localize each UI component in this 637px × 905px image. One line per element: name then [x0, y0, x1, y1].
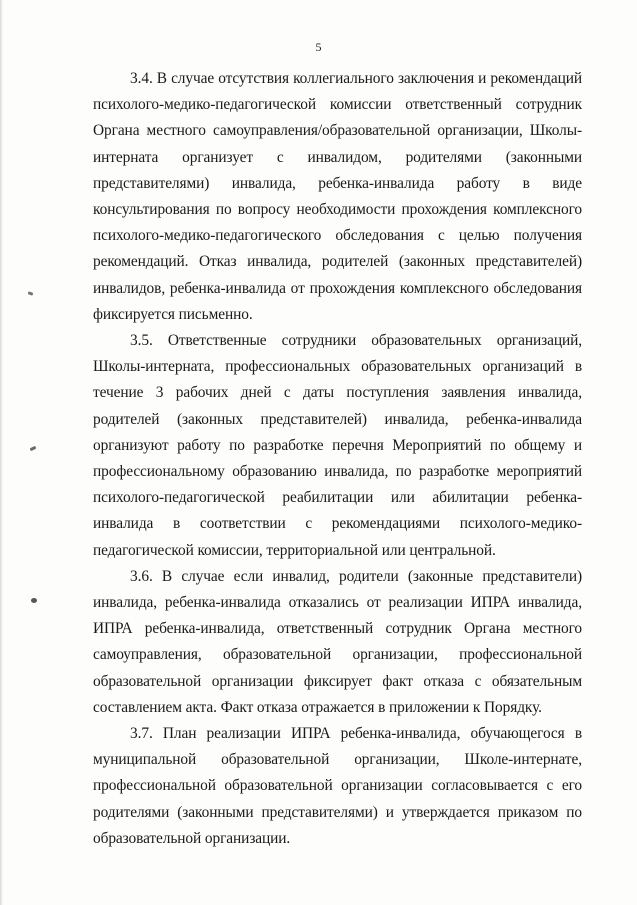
paragraph-3-5: 3.5. Ответственные сотрудники образовательных организаций, Школы-интерната, профессиональных образовательных организаций в течение 3 рабочих дней с даты поступления заявления инвалида, родителей (законных представителей) инвалида, ребенка-инвалида организуют работу по разработке перечня Мероприятий по общему и профессиональному образованию инвалида, по разработке мероприятий психолого-педагогической реабилитации или абилитации ребенка-инвалида в соответствии с рекомендациями психолого-медико-педагогической комиссии, территориальной или центральной.: [93, 332, 582, 559]
document-body: [93, 66, 582, 852]
scan-edge-shadow: [0, 0, 3, 905]
scan-speck: [30, 446, 37, 451]
scan-speck: [31, 598, 37, 603]
page-number: 5: [315, 40, 322, 54]
paragraph-3-6: 3.6. В случае если инвалид, родители (законные представители) инвалида, ребенка-инвалида отказались от реализации ИПРА инвалида, ИПРА ребенка-инвалида, ответственный сотрудник Органа местного самоуправления, образовательной организации, профессиональной образовательной организации фиксирует факт отказа с обязательным составлением акта. Факт отказа отражается в приложении к Порядку.: [93, 567, 582, 716]
scan-speck: [28, 291, 34, 296]
paragraph-3-4: 3.4. В случае отсутствия коллегиального заключения и рекомендаций психолого-медико-педагогической комиссии ответственный сотрудник Органа местного самоуправления/образовательной организации, Школы-интерната организует с инвалидом, родителями (законными представителями) инвалида, ребенка-инвалида работу в виде консультирования по вопросу необходимости прохождения комплексного психолого-медико-педагогического обследования с целью получения рекомендаций. Отказ инвалида, родителей (законных представителей) инвалидов, ребенка-инвалида от прохождения комплексного обследования фиксируется письменно.: [93, 70, 582, 323]
paragraph-3-7: 3.7. План реализации ИПРА ребенка-инвалида, обучающегося в муниципальной образовательной организации, Школе-интернате, профессиональной образовательной организации согласовывается с его родителями (законными представителями) и утверждается приказом по образовательной организации.: [93, 725, 582, 847]
